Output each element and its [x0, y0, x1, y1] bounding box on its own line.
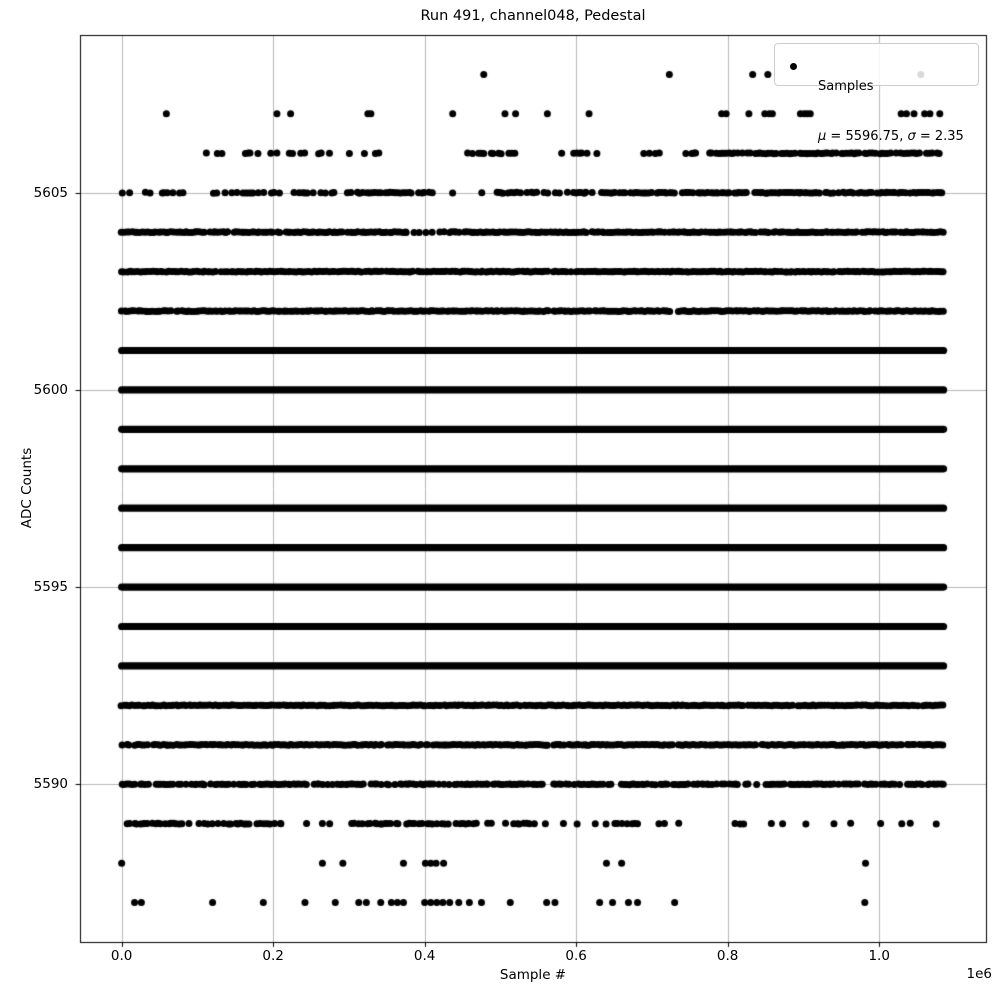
- x-tick-label: 0.8: [716, 948, 739, 964]
- y-tick-label: 5595: [33, 579, 68, 596]
- y-tick-label: 5605: [33, 184, 68, 201]
- legend-text: [818, 46, 964, 178]
- x-tick-label: 0.2: [262, 948, 284, 964]
- sigma-symbol: σ: [907, 128, 916, 144]
- x-tick-label: 0.6: [565, 948, 587, 964]
- y-tick-label: 5600: [33, 381, 68, 398]
- samples-marker-icon: [790, 63, 797, 70]
- y-tick-label: 5590: [33, 776, 68, 793]
- mu-symbol: μ: [818, 128, 827, 144]
- legend-label: Samples: [818, 79, 874, 94]
- legend-stats: [818, 129, 964, 146]
- x-axis-offset-label: 1e6: [966, 966, 992, 982]
- x-tick-label: 1.0: [868, 948, 890, 964]
- sigma-value: = 2.35: [915, 128, 964, 144]
- x-axis-label: Sample #: [499, 967, 567, 983]
- y-axis-label: ADC Counts: [19, 447, 35, 529]
- chart-title: Run 491, channel048, Pedestal: [420, 8, 646, 24]
- x-tick-label: 0.4: [413, 948, 436, 964]
- x-tick-label: 0.0: [110, 948, 133, 964]
- mu-value: = 5596.75,: [826, 128, 908, 144]
- legend: [774, 43, 979, 144]
